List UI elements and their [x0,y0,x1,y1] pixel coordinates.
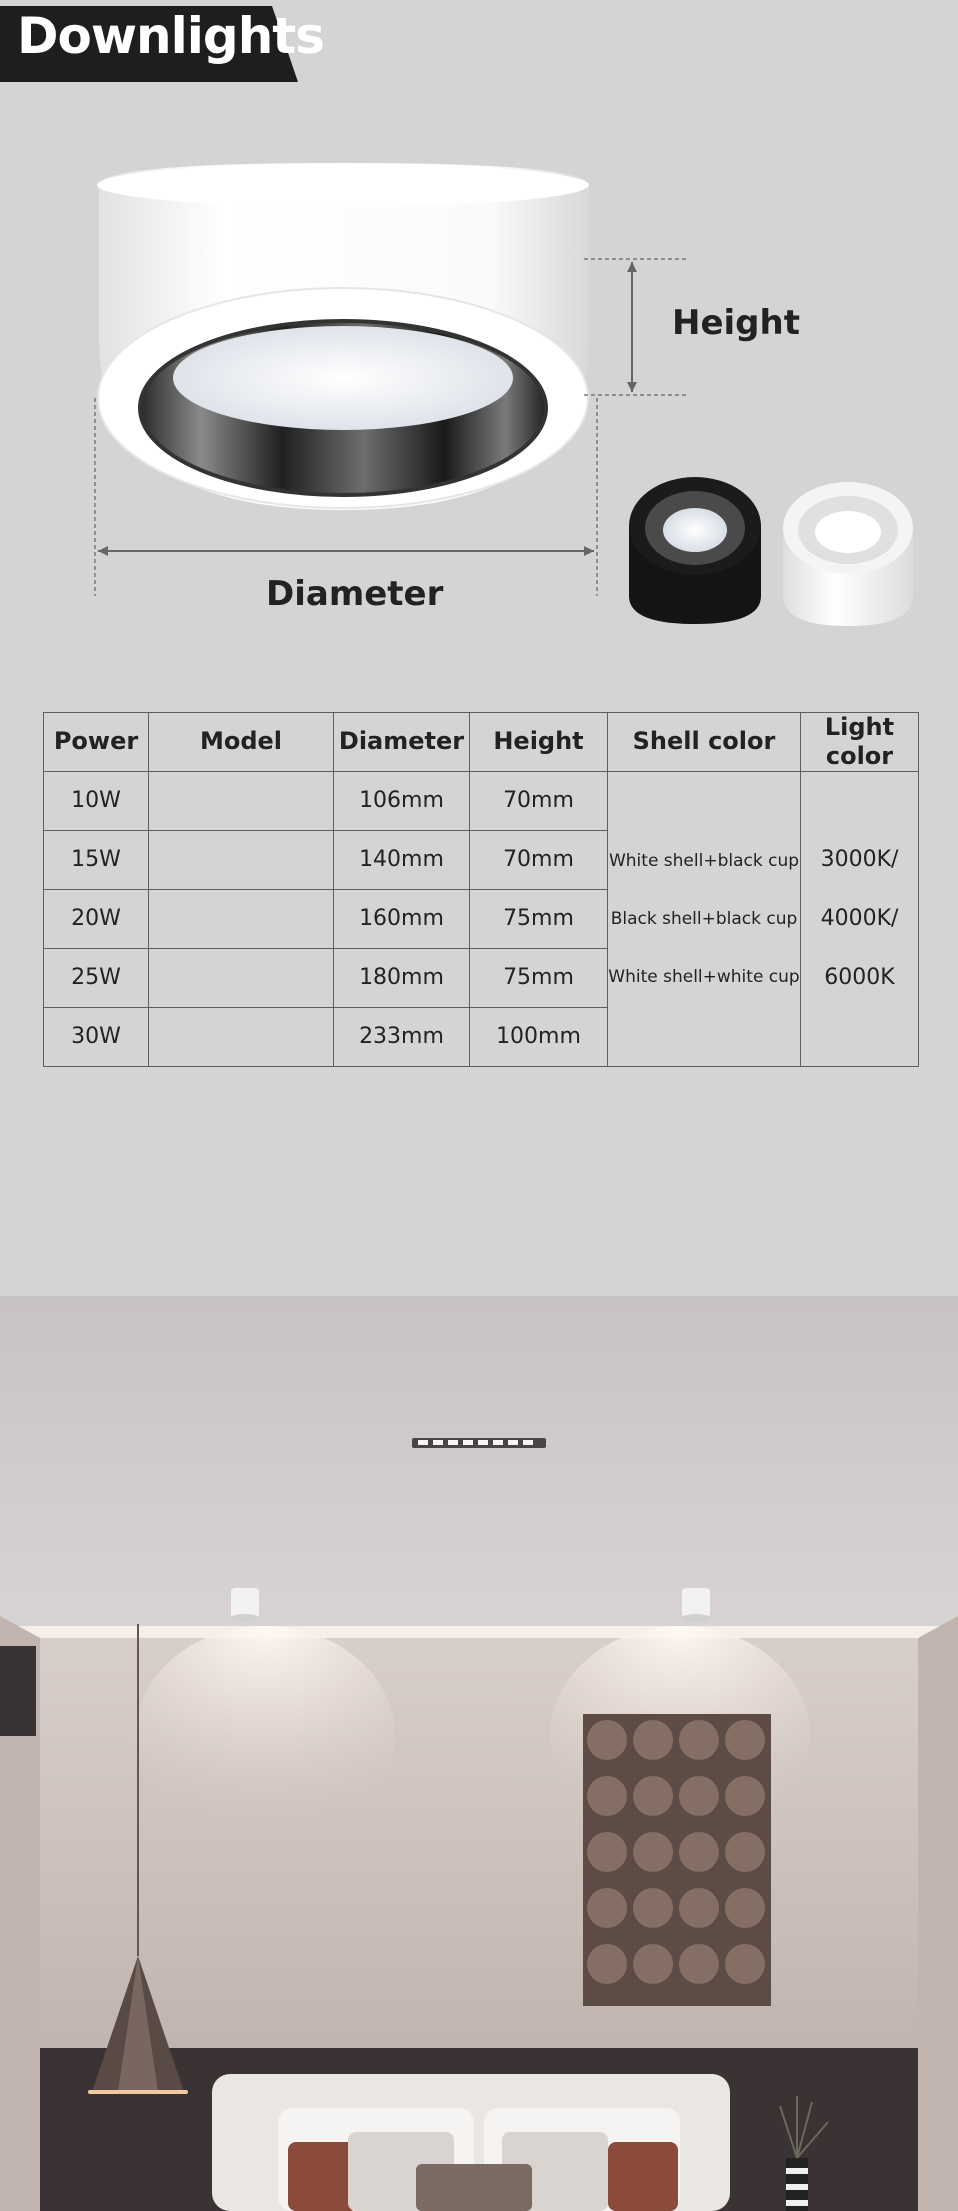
light-color-option: 3000K/ [820,847,899,873]
table-row [44,771,919,830]
header-light-color: Light color [801,713,919,772]
cell-diameter: 140mm [334,830,470,889]
shell-color-option: White shell+black cup [608,850,800,871]
cell-power: 25W [44,948,149,1007]
cell-height: 75mm [470,948,608,1007]
cell-power: 15W [44,830,149,889]
header-model: Model [149,713,334,772]
cell-model [149,948,334,1007]
cell-model [149,1007,334,1066]
header-height: Height [470,713,608,772]
cell-model [149,889,334,948]
cell-model [149,771,334,830]
spec-table [43,712,919,1067]
cell-model [149,830,334,889]
shell-color-option: White shell+white cup [608,966,800,987]
cell-diameter: 106mm [334,771,470,830]
cell-power: 20W [44,889,149,948]
header-shell-color: Shell color [608,713,801,772]
shell-color-option: Black shell+black cup [610,908,798,929]
cell-diameter: 180mm [334,948,470,1007]
cell-power: 10W [44,771,149,830]
white-variant-image [780,478,916,628]
light-color-option: 6000K [824,965,895,991]
cell-height: 75mm [470,889,608,948]
light-color-option: 4000K/ [820,906,899,932]
cell-height: 70mm [470,830,608,889]
cell-height: 100mm [470,1007,608,1066]
page-title: Downlights [17,7,324,65]
table-header-row [44,713,919,772]
header-power: Power [44,713,149,772]
cell-power: 30W [44,1007,149,1066]
shell-color-cell [608,771,801,1066]
room-scene-image [0,1296,958,2211]
diameter-label: Diameter [266,574,444,614]
light-color-cell [801,771,919,1066]
cell-height: 70mm [470,771,608,830]
cell-diameter: 160mm [334,889,470,948]
height-label: Height [672,303,800,343]
cell-diameter: 233mm [334,1007,470,1066]
black-variant-image [626,474,764,626]
header-diameter: Diameter [334,713,470,772]
